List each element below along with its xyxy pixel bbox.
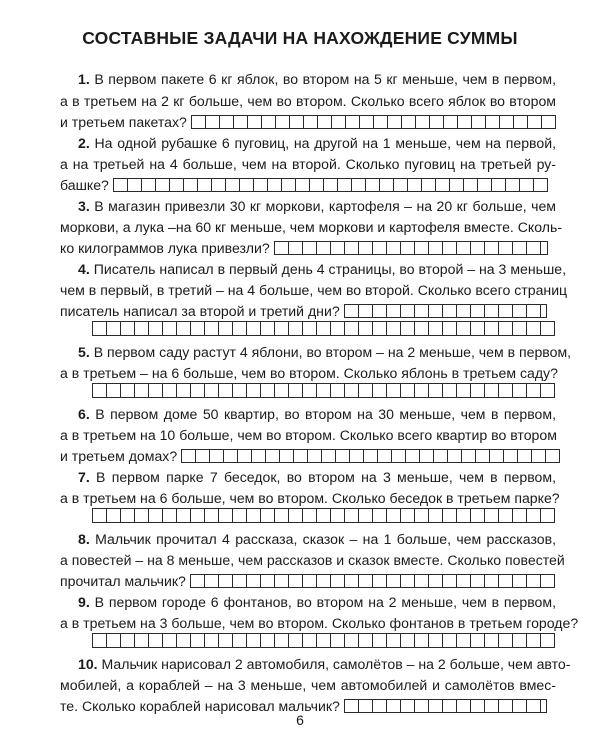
problem-10-number: 10. (78, 656, 98, 672)
problem-3-line-2: моркови, а лука –на 60 кг меньше, чем моркови и картофеля вместе. Сколь- (60, 219, 563, 235)
problem-3-number: 3. (78, 198, 90, 214)
problem-10-line-3: те. Сколько кораблей нарисовал мальчик? (60, 696, 556, 714)
page-title: СОСТАВНЫЕ ЗАДАЧИ НА НАХОЖДЕНИЕ СУММЫ (82, 28, 518, 48)
answer-grid-7[interactable] (92, 508, 555, 523)
problem-8-line-1: 8. Мальчик прочитал 4 рассказа, сказок – на 1 больше, чем рассказов, (78, 531, 556, 547)
problem-5-line-2: а в третьем – на 6 больше, чем во втором. Сколько яблонь в третьем саду? (60, 365, 558, 381)
answer-grid-10[interactable] (344, 699, 547, 713)
problem-10-line-2: мобилей, а кораблей – на 3 меньше, чем автомобилей и самолётов вмес- (60, 677, 556, 693)
problem-8-line-3: прочитал мальчик? (60, 571, 556, 591)
answer-grid-4b[interactable] (92, 321, 555, 336)
problem-6-line-1: 6. В первом доме 50 квартир, во втором на 30 меньше, чем в первом, (78, 406, 557, 422)
problem-5-number: 5. (78, 344, 90, 360)
answer-grid-1[interactable] (191, 115, 556, 129)
problem-9-number: 9. (78, 594, 90, 610)
problem-4-line-3: писатель написал за второй и третий дни? (60, 301, 556, 321)
problem-4-line-2: чем в первый, в третий – на 4 больше, чем во второй. Сколько всего страниц (60, 282, 568, 298)
problem-3-line-1: 3. В магазин привезли 30 кг моркови, картофеля – на 20 кг больше, чем (78, 198, 556, 214)
problem-4-number: 4. (78, 261, 90, 277)
problem-2-line-2: а на третьей на 4 больше, чем на второй. Сколько пуговиц на третьей ру- (60, 156, 556, 172)
problem-7-number: 7. (78, 469, 90, 485)
problem-1-line-2: а в третьем на 2 кг больше, чем во втором. Сколько всего яблок во втором (60, 93, 556, 109)
problem-8-number: 8. (78, 531, 90, 547)
answer-grid-8[interactable] (190, 574, 555, 588)
problem-3-line-3: ко килограммов лука привезли? (60, 238, 556, 258)
problem-10-line-1: 10. Мальчик нарисовал 2 автомобиля, самолётов – на 2 больше, чем авто- (78, 656, 571, 672)
problem-8-line-2: а повестей – на 8 меньше, чем рассказов и сказок вместе. Сколько повестей (60, 552, 565, 568)
problem-2-line-3: башке? (60, 175, 556, 195)
answer-grid-6[interactable] (181, 449, 560, 463)
problem-7-line-1: 7. В первом парке 7 беседок, во втором на 3 меньше, чем в первом, (78, 469, 556, 485)
problem-9-line-2: а в третьем на 3 больше, чем во втором. Сколько фонтанов в третьем городе? (60, 615, 579, 631)
problem-6-number: 6. (78, 406, 90, 422)
problem-1-number: 1. (78, 71, 90, 87)
answer-grid-2[interactable] (113, 178, 548, 192)
problem-7-line-2: а в третьем на 6 больше, чем во втором. Сколько беседок в третьем парке? (60, 490, 560, 506)
problem-6-line-2: а в третьем на 10 больше, чем во втором. Сколько всего квартир во втором (60, 427, 557, 443)
problem-2-number: 2. (78, 135, 90, 151)
problem-2-line-1: 2. На одной рубашке 6 пуговиц, на другой на 1 меньше, чем на первой, (78, 135, 556, 151)
page-number: 6 (296, 712, 304, 728)
problem-4-line-1: 4. Писатель написал в первый день 4 страницы, во второй – на 3 меньше, (78, 261, 567, 277)
problem-5-line-1: 5. В первом саду растут 4 яблони, во втором – на 2 меньше, чем в первом, (78, 344, 572, 360)
answer-grid-5[interactable] (92, 383, 555, 398)
problem-1-line-1: 1. В первом пакете 6 кг яблок, во втором на 5 кг меньше, чем в первом, (78, 71, 557, 87)
answer-grid-9[interactable] (92, 633, 555, 648)
problem-6-line-3: и третьем домах? (60, 446, 556, 466)
answer-grid-4a[interactable] (344, 304, 547, 318)
problem-9-line-1: 9. В первом городе 6 фонтанов, во втором на 2 меньше, чем в первом, (78, 594, 556, 610)
problem-1-line-3: и третьем пакетах? (60, 112, 556, 132)
answer-grid-3[interactable] (274, 241, 548, 255)
